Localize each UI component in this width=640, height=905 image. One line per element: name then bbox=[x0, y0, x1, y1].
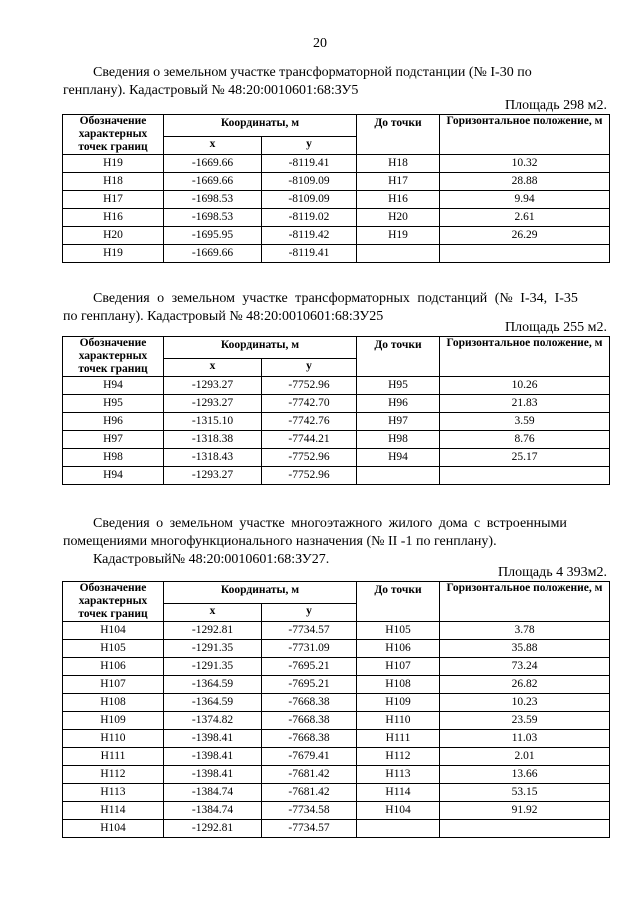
cell-y: -7742.70 bbox=[262, 395, 357, 413]
table-row bbox=[63, 245, 610, 263]
cell-y: -7668.38 bbox=[262, 712, 357, 730]
table-row bbox=[63, 712, 610, 730]
cell-distance bbox=[440, 245, 610, 263]
cell-x: -1398.41 bbox=[164, 766, 262, 784]
cell-distance: 3.59 bbox=[440, 413, 610, 431]
cell-x: -1698.53 bbox=[164, 209, 262, 227]
cell-point: Н106 bbox=[63, 658, 164, 676]
cell-point: Н17 bbox=[63, 191, 164, 209]
cell-distance: 21.83 bbox=[440, 395, 610, 413]
cell-distance: 73.24 bbox=[440, 658, 610, 676]
cell-y: -7744.21 bbox=[262, 431, 357, 449]
cell-to-point: Н94 bbox=[357, 449, 440, 467]
cell-y: -7668.38 bbox=[262, 694, 357, 712]
cell-distance: 2.61 bbox=[440, 209, 610, 227]
cell-x: -1291.35 bbox=[164, 658, 262, 676]
header-coordinates: Координаты, м bbox=[164, 115, 357, 137]
cell-point: Н104 bbox=[63, 820, 164, 838]
header-coordinates: Координаты, м bbox=[164, 337, 357, 359]
section-3-line3: Кадастровый№ 48:20:0010601:68:ЗУ27. bbox=[93, 552, 330, 567]
table-row bbox=[63, 449, 610, 467]
cell-to-point: Н16 bbox=[357, 191, 440, 209]
cell-distance: 10.32 bbox=[440, 155, 610, 173]
cell-y: -8109.09 bbox=[262, 191, 357, 209]
cell-x: -1292.81 bbox=[164, 622, 262, 640]
cell-y: -7752.96 bbox=[262, 377, 357, 395]
cell-x: -1669.66 bbox=[164, 155, 262, 173]
cell-x: -1398.41 bbox=[164, 748, 262, 766]
cell-y: -7752.96 bbox=[262, 449, 357, 467]
cell-to-point: Н109 bbox=[357, 694, 440, 712]
cell-point: Н109 bbox=[63, 712, 164, 730]
cell-distance: 13.66 bbox=[440, 766, 610, 784]
cell-y: -7734.57 bbox=[262, 622, 357, 640]
section-3-area: Площадь 4 393м2. bbox=[498, 565, 607, 580]
cell-point: Н16 bbox=[63, 209, 164, 227]
cell-x: -1669.66 bbox=[164, 173, 262, 191]
cell-to-point: Н106 bbox=[357, 640, 440, 658]
cell-to-point: Н114 bbox=[357, 784, 440, 802]
cell-y: -8119.41 bbox=[262, 245, 357, 263]
cell-to-point: Н18 bbox=[357, 155, 440, 173]
header-x: x bbox=[164, 136, 262, 154]
section-2-line1: Сведения о земельном участке трансформаторных подстанций (№ I-34, I-35 bbox=[93, 291, 578, 306]
cell-point: Н107 bbox=[63, 676, 164, 694]
table-row bbox=[63, 622, 610, 640]
cell-y: -8119.42 bbox=[262, 227, 357, 245]
table-row bbox=[63, 766, 610, 784]
cell-to-point bbox=[357, 245, 440, 263]
table-row bbox=[63, 658, 610, 676]
cell-x: -1364.59 bbox=[164, 694, 262, 712]
cell-to-point: Н111 bbox=[357, 730, 440, 748]
header-y: y bbox=[262, 136, 357, 154]
cell-to-point: Н97 bbox=[357, 413, 440, 431]
cell-point: Н104 bbox=[63, 622, 164, 640]
cell-to-point: Н105 bbox=[357, 622, 440, 640]
cell-to-point: Н19 bbox=[357, 227, 440, 245]
section-2-table bbox=[62, 336, 610, 485]
header-y: y bbox=[262, 603, 357, 621]
cell-x: -1698.53 bbox=[164, 191, 262, 209]
cell-to-point: Н17 bbox=[357, 173, 440, 191]
header-coordinates: Координаты, м bbox=[164, 582, 357, 604]
cell-y: -8119.41 bbox=[262, 155, 357, 173]
section-1-area: Площадь 298 м2. bbox=[505, 98, 607, 113]
table-row bbox=[63, 748, 610, 766]
cell-y: -7734.58 bbox=[262, 802, 357, 820]
cell-distance: 10.23 bbox=[440, 694, 610, 712]
cell-y: -8119.02 bbox=[262, 209, 357, 227]
table-row bbox=[63, 820, 610, 838]
header-point: Обозначение характерных точек границ bbox=[63, 582, 164, 622]
cell-point: Н19 bbox=[63, 245, 164, 263]
cell-y: -7734.57 bbox=[262, 820, 357, 838]
section-3-description bbox=[63, 515, 607, 569]
cell-distance: 8.76 bbox=[440, 431, 610, 449]
table-row bbox=[63, 191, 610, 209]
table-row bbox=[63, 155, 610, 173]
cell-point: Н18 bbox=[63, 173, 164, 191]
cell-x: -1374.82 bbox=[164, 712, 262, 730]
cell-y: -7742.76 bbox=[262, 413, 357, 431]
section-2-line2: по генплану). Кадастровый № 48:20:0010601:68:ЗУ25 bbox=[63, 309, 384, 324]
cell-point: Н110 bbox=[63, 730, 164, 748]
cell-y: -7681.42 bbox=[262, 784, 357, 802]
cell-distance: 2.01 bbox=[440, 748, 610, 766]
cell-distance: 25.17 bbox=[440, 449, 610, 467]
cell-to-point: Н110 bbox=[357, 712, 440, 730]
table-row bbox=[63, 802, 610, 820]
cell-x: -1669.66 bbox=[164, 245, 262, 263]
cell-x: -1315.10 bbox=[164, 413, 262, 431]
table-row bbox=[63, 227, 610, 245]
cell-y: -7695.21 bbox=[262, 676, 357, 694]
cell-distance: 10.26 bbox=[440, 377, 610, 395]
cell-distance bbox=[440, 467, 610, 485]
header-distance: Горизонтальное положение, м bbox=[440, 115, 610, 155]
table-row bbox=[63, 784, 610, 802]
cell-to-point: Н98 bbox=[357, 431, 440, 449]
section-1-line2: генплану). Кадастровый № 48:20:0010601:68:ЗУ5 bbox=[63, 83, 359, 98]
cell-distance: 26.29 bbox=[440, 227, 610, 245]
header-x: x bbox=[164, 603, 262, 621]
table-row bbox=[63, 377, 610, 395]
cell-to-point: Н108 bbox=[357, 676, 440, 694]
cell-y: -7695.21 bbox=[262, 658, 357, 676]
cell-x: -1293.27 bbox=[164, 395, 262, 413]
header-distance: Горизонтальное положение, м bbox=[440, 337, 610, 377]
cell-y: -8109.09 bbox=[262, 173, 357, 191]
cell-to-point: Н112 bbox=[357, 748, 440, 766]
cell-point: Н98 bbox=[63, 449, 164, 467]
cell-x: -1318.43 bbox=[164, 449, 262, 467]
cell-x: -1384.74 bbox=[164, 784, 262, 802]
cell-point: Н94 bbox=[63, 377, 164, 395]
cell-point: Н20 bbox=[63, 227, 164, 245]
cell-point: Н105 bbox=[63, 640, 164, 658]
cell-point: Н113 bbox=[63, 784, 164, 802]
cell-x: -1293.27 bbox=[164, 467, 262, 485]
page-number: 20 bbox=[313, 36, 327, 51]
cell-x: -1364.59 bbox=[164, 676, 262, 694]
cell-distance: 26.82 bbox=[440, 676, 610, 694]
cell-x: -1384.74 bbox=[164, 802, 262, 820]
header-point: Обозначение характерных точек границ bbox=[63, 337, 164, 377]
section-1-table bbox=[62, 114, 610, 263]
cell-distance: 53.15 bbox=[440, 784, 610, 802]
cell-to-point: Н113 bbox=[357, 766, 440, 784]
cell-y: -7731.09 bbox=[262, 640, 357, 658]
table-row bbox=[63, 467, 610, 485]
cell-to-point: Н104 bbox=[357, 802, 440, 820]
cell-distance: 9.94 bbox=[440, 191, 610, 209]
cell-point: Н108 bbox=[63, 694, 164, 712]
section-3-line1: Сведения о земельном участке многоэтажного жилого дома с встроенными bbox=[93, 516, 567, 531]
table-row bbox=[63, 640, 610, 658]
cell-to-point bbox=[357, 820, 440, 838]
section-3-line2: помещениями многофункционального назначения (№ II -1 по генплану). bbox=[63, 534, 497, 549]
cell-point: Н19 bbox=[63, 155, 164, 173]
cell-x: -1318.38 bbox=[164, 431, 262, 449]
cell-y: -7752.96 bbox=[262, 467, 357, 485]
table-row bbox=[63, 676, 610, 694]
header-distance: Горизонтальное положение, м bbox=[440, 582, 610, 622]
header-to-point: До точки bbox=[357, 582, 440, 622]
cell-to-point: Н107 bbox=[357, 658, 440, 676]
cell-to-point bbox=[357, 467, 440, 485]
cell-x: -1695.95 bbox=[164, 227, 262, 245]
header-x: x bbox=[164, 358, 262, 376]
section-2-area: Площадь 255 м2. bbox=[505, 320, 607, 335]
cell-distance bbox=[440, 820, 610, 838]
section-3-table bbox=[62, 581, 610, 838]
cell-point: Н97 bbox=[63, 431, 164, 449]
cell-x: -1291.35 bbox=[164, 640, 262, 658]
table-row bbox=[63, 694, 610, 712]
cell-distance: 91.92 bbox=[440, 802, 610, 820]
cell-distance: 3.78 bbox=[440, 622, 610, 640]
header-to-point: До точки bbox=[357, 337, 440, 377]
cell-point: Н96 bbox=[63, 413, 164, 431]
cell-distance: 23.59 bbox=[440, 712, 610, 730]
header-point: Обозначение характерных точек границ bbox=[63, 115, 164, 155]
cell-y: -7681.42 bbox=[262, 766, 357, 784]
table-row bbox=[63, 431, 610, 449]
cell-point: Н111 bbox=[63, 748, 164, 766]
section-1-line1: Сведения о земельном участке трансформаторной подстанции (№ I-30 по bbox=[93, 65, 532, 80]
cell-point: Н95 bbox=[63, 395, 164, 413]
cell-x: -1292.81 bbox=[164, 820, 262, 838]
cell-y: -7668.38 bbox=[262, 730, 357, 748]
cell-point: Н112 bbox=[63, 766, 164, 784]
cell-distance: 35.88 bbox=[440, 640, 610, 658]
header-y: y bbox=[262, 358, 357, 376]
section-1-description bbox=[63, 64, 607, 100]
table-row bbox=[63, 413, 610, 431]
cell-distance: 28.88 bbox=[440, 173, 610, 191]
cell-x: -1293.27 bbox=[164, 377, 262, 395]
cell-to-point: Н20 bbox=[357, 209, 440, 227]
cell-y: -7679.41 bbox=[262, 748, 357, 766]
table-row bbox=[63, 209, 610, 227]
cell-x: -1398.41 bbox=[164, 730, 262, 748]
table-row bbox=[63, 395, 610, 413]
cell-to-point: Н95 bbox=[357, 377, 440, 395]
cell-point: Н114 bbox=[63, 802, 164, 820]
cell-to-point: Н96 bbox=[357, 395, 440, 413]
cell-distance: 11.03 bbox=[440, 730, 610, 748]
table-row bbox=[63, 730, 610, 748]
cell-point: Н94 bbox=[63, 467, 164, 485]
table-row bbox=[63, 173, 610, 191]
header-to-point: До точки bbox=[357, 115, 440, 155]
